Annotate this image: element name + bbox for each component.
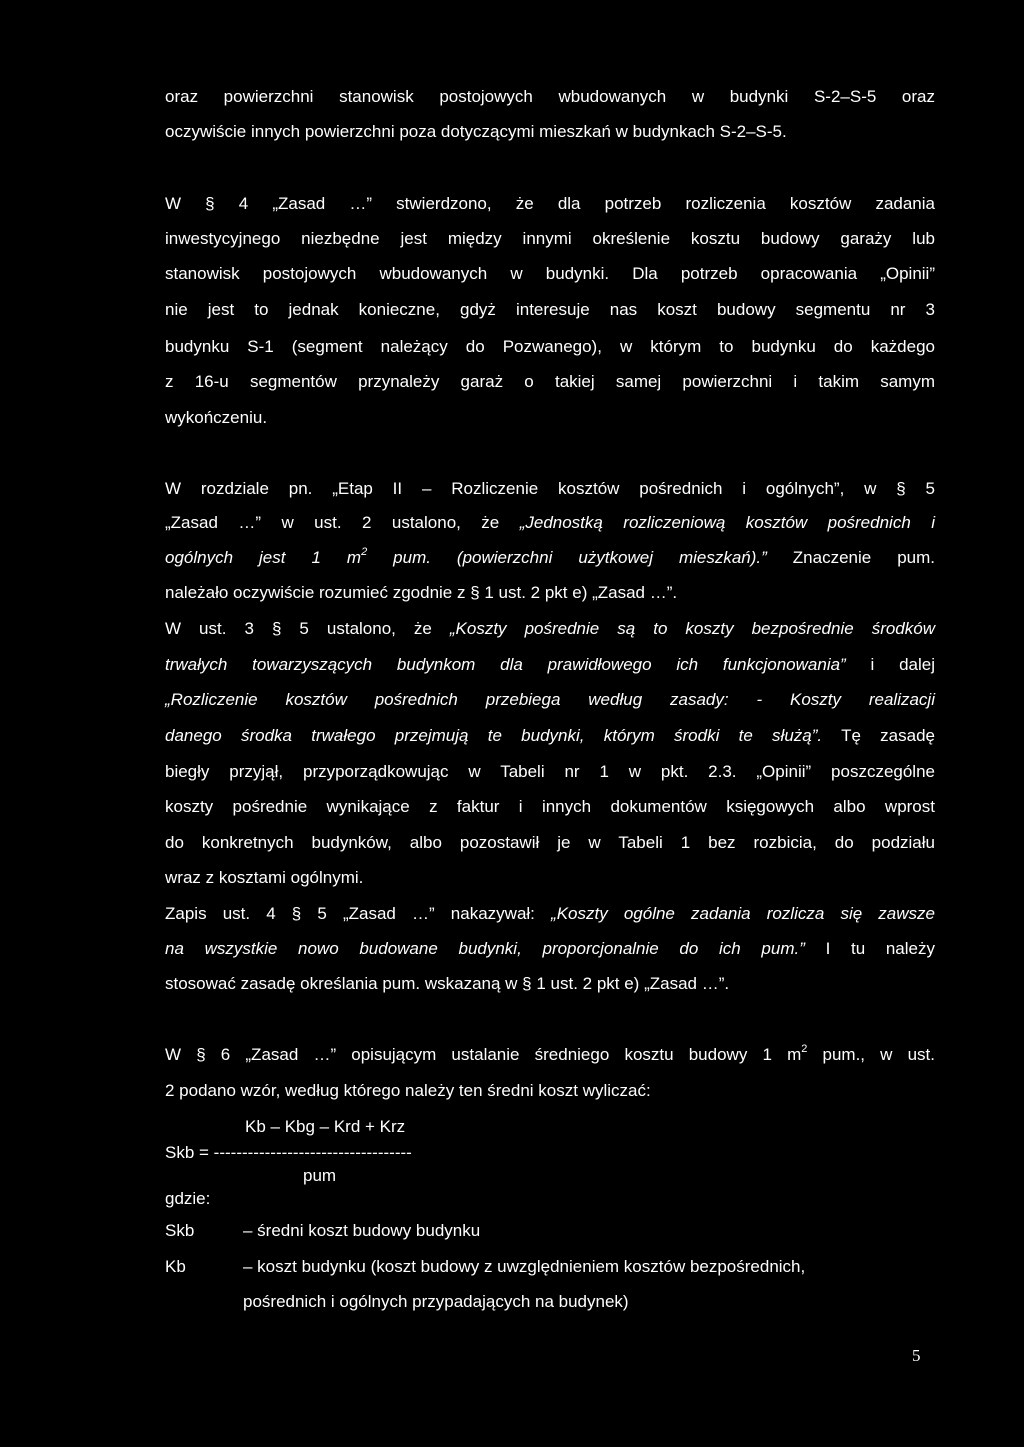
definition-continuation: pośrednich i ogólnych przypadających na budynek) xyxy=(243,1292,629,1311)
italic-quote: „Rozliczenie kosztów pośrednich przebiega według zasady: - Koszty realizacji xyxy=(165,690,935,709)
italic-quote: trwałych towarzyszących budynkom dla prawidłowego ich funkcjonowania” xyxy=(165,655,846,674)
text-line: 2 podano wzór, według którego należy ten średni koszt wyliczać: xyxy=(165,1081,651,1100)
superscript: 2 xyxy=(361,546,368,558)
text-line xyxy=(165,655,935,675)
formula-line xyxy=(165,1143,412,1163)
definitions-intro: gdzie: xyxy=(165,1189,211,1208)
text-line: należało oczywiście rozumieć zgodnie z § 1 ust. 2 pkt e) „Zasad …”. xyxy=(165,583,678,602)
italic-quote: danego środka trwałego przejmują te budynki, którym środki te służą”. xyxy=(165,726,823,745)
formula-lhs: Skb = xyxy=(165,1143,214,1162)
text-line: nie jest to jednak konieczne, gdyż interesuje nas koszt budowy segmentu nr 3 xyxy=(165,300,935,319)
text-line: oraz powierzchni stanowisk postojowych wbudowanych w budynki S-2–S-5 oraz xyxy=(165,87,935,106)
text-line xyxy=(165,548,935,568)
text-line xyxy=(165,619,935,639)
italic-quote: „Koszty pośrednie są to koszty bezpośrednie środków xyxy=(449,619,935,638)
formula-fraction-bar: ----------------------------------- xyxy=(213,1143,412,1162)
text-line xyxy=(165,904,935,924)
text-line: W rozdziale pn. „Etap II – Rozliczenie kosztów pośrednich i ogólnych”, w § 5 xyxy=(165,479,935,498)
italic-quote: „Jednostką rozliczeniową kosztów pośrednich i xyxy=(519,513,935,532)
text-line: z 16-u segmentów przynależy garaż o takiej samej powierzchni i takim samym xyxy=(165,372,935,391)
text-fragment: Znaczenie pum. xyxy=(766,548,935,567)
text-line: stosować zasadę określania pum. wskazaną w § 1 ust. 2 pkt e) „Zasad …”. xyxy=(165,974,730,993)
definition-description: – średni koszt budowy budynku xyxy=(243,1221,481,1240)
text-fragment: W ust. 3 § 5 ustalono, że xyxy=(165,619,450,638)
text-line: wraz z kosztami ogólnymi. xyxy=(165,868,364,887)
definition-symbol: Skb xyxy=(165,1221,195,1240)
text-line: budynku S-1 (segment należący do Pozwanego), w którym to budynku do każdego xyxy=(165,337,935,356)
text-fragment: „Zasad …” w ust. 2 ustalono, że xyxy=(165,513,520,532)
text-line xyxy=(165,726,935,746)
text-line: koszty pośrednie wynikające z faktur i innych dokumentów księgowych albo wprost xyxy=(165,797,935,816)
formula-numerator: Kb – Kbg – Krd + Krz xyxy=(245,1117,406,1136)
text-fragment: pum. (powierzchni użytkowej mieszkań).” xyxy=(367,548,767,567)
text-fragment: Tę zasadę xyxy=(822,726,935,745)
text-line xyxy=(165,939,935,959)
text-line xyxy=(165,1045,935,1065)
page-number: 5 xyxy=(912,1346,921,1365)
text-fragment: i dalej xyxy=(845,655,935,674)
text-line: biegły przyjął, przyporządkowując w Tabeli nr 1 w pkt. 2.3. „Opinii” poszczególne xyxy=(165,762,935,781)
text-fragment: Zapis ust. 4 § 5 „Zasad …” nakazywał: xyxy=(165,904,552,923)
text-line: W § 4 „Zasad …” stwierdzono, że dla potrzeb rozliczenia kosztów zadania xyxy=(165,194,935,213)
italic-quote: „Koszty ogólne zadania rozlicza się zawsze xyxy=(551,904,935,923)
definition-symbol: Kb xyxy=(165,1257,186,1276)
formula-denominator: pum xyxy=(303,1166,337,1185)
italic-quote: na wszystkie nowo budowane budynki, proporcjonalnie do ich pum.” xyxy=(165,939,805,958)
text-fragment: ogólnych jest 1 m xyxy=(165,548,362,567)
text-line: stanowisk postojowych wbudowanych w budynki. Dla potrzeb opracowania „Opinii” xyxy=(165,264,935,283)
text-line: wykończeniu. xyxy=(165,408,268,427)
text-fragment: W § 6 „Zasad …” opisującym ustalanie średniego kosztu budowy 1 m xyxy=(165,1045,802,1064)
superscript: 2 xyxy=(801,1043,808,1055)
text-line: do konkretnych budynków, albo pozostawił je w Tabeli 1 bez rozbicia, do podziału xyxy=(165,833,935,852)
definition-description: – koszt budynku (koszt budowy z uwzględnieniem kosztów bezpośrednich, xyxy=(243,1257,806,1276)
text-line: oczywiście innych powierzchni poza dotyczącymi mieszkań w budynkach S-2–S-5. xyxy=(165,122,787,141)
text-line xyxy=(165,513,935,533)
text-line: inwestycyjnego niezbędne jest między innymi określenie kosztu budowy garaży lub xyxy=(165,229,935,248)
text-fragment: pum., w ust. xyxy=(807,1045,935,1064)
text-fragment: I tu należy xyxy=(804,939,935,958)
italic-quote xyxy=(165,548,767,567)
